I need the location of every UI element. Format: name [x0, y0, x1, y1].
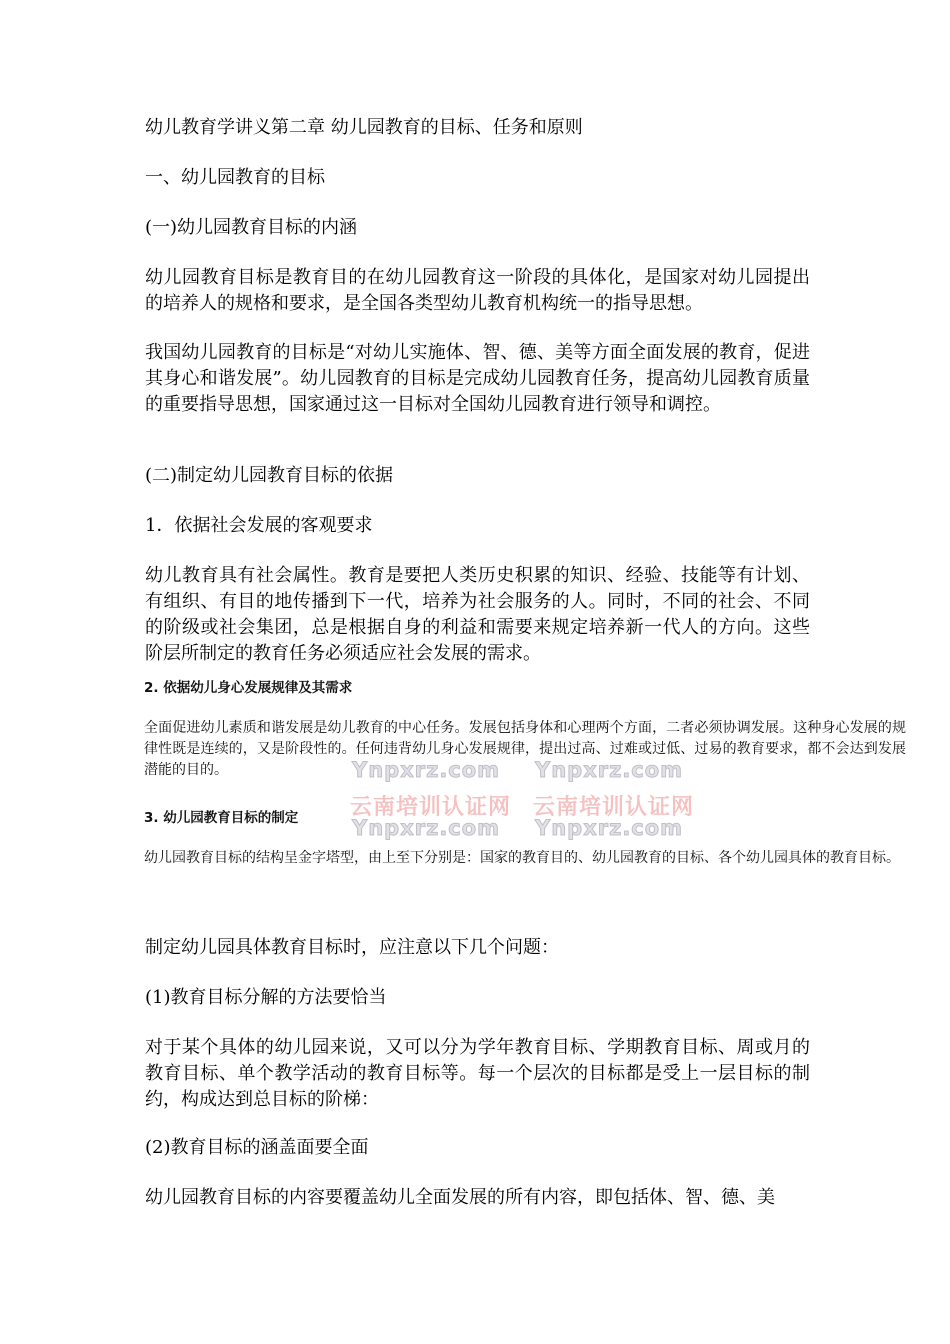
image-paragraph: 全面促进幼儿素质和谐发展是幼儿教育的中心任务。发展包括身体和心理两个方面，二者必须协调发展。这种身心发展的规律性既是连续的，又是阶段性的。任何违背幼儿身心发展规律，提出过高、过难或过低、过易的教育要求，都不会达到发展潜能的目的。 [144, 720, 906, 778]
watermark-text: Ynpxrz.com [535, 758, 684, 782]
watermark-text: Ynpxrz.com [535, 816, 684, 840]
image-item-heading: 3. 幼儿园教育目标的制定 [144, 810, 299, 826]
subsection-heading: (二)制定幼儿园教育目标的依据 [145, 465, 394, 486]
image-paragraph: 幼儿园教育目标的结构呈金字塔型，由上至下分别是：国家的教育目的、幼儿园教育的目标、各个幼儿园具体的教育目标。 [144, 850, 900, 866]
paragraph: 幼儿园教育目标的内容要覆盖幼儿全面发展的所有内容，即包括体、智、德、美 [145, 1187, 775, 1208]
point-heading: (2)教育目标的涵盖面要全面 [145, 1137, 369, 1158]
paragraph: 我国幼儿园教育的目标是“对幼儿实施体、智、德、美等方面全面发展的教育，促进其身心和谐发展”。幼儿园教育的目标是完成幼儿园教育任务，提高幼儿园教育质量的重要指导思想，国家通过这一目标对全国幼儿园教育进行领导和调控。 [145, 342, 810, 415]
watermark-text: Ynpxrz.com [352, 816, 501, 840]
watermark-text: 云南培训认证网 [533, 795, 695, 820]
point-heading: (1)教育目标分解的方法要恰当 [145, 987, 387, 1008]
list-item-heading: 1．依据社会发展的客观要求 [145, 515, 373, 536]
subsection-heading: (一)幼儿园教育目标的内涵 [145, 217, 358, 238]
paragraph: 对于某个具体的幼儿园来说，又可以分为学年教育目标、学期教育目标、周或月的教育目标、单个教学活动的教育目标等。每一个层次的目标都是受上一层目标的制约，构成达到总目标的阶梯： [145, 1037, 810, 1110]
embedded-screenshot-image [140, 670, 910, 900]
image-item-heading: 2. 依据幼儿身心发展规律及其需求 [144, 680, 353, 696]
paragraph: 幼儿园教育目标是教育目的在幼儿园教育这一阶段的具体化，是国家对幼儿园提出的培养人的规格和要求，是全国各类型幼儿教育机构统一的指导思想。 [145, 267, 810, 314]
section-heading: 一、幼儿园教育的目标 [145, 167, 325, 188]
watermark-text: Ynpxrz.com [352, 758, 501, 782]
watermark-text: 云南培训认证网 [350, 795, 512, 820]
paragraph: 幼儿教育具有社会属性。教育是要把人类历史积累的知识、经验、技能等有计划、有组织、有目的地传播到下一代，培养为社会服务的人。同时，不同的社会、不同的阶级或社会集团，总是根据自身的利益和需要来规定培养新一代人的方向。这些阶层所制定的教育任务必须适应社会发展的需求。 [145, 565, 810, 664]
paragraph: 制定幼儿园具体教育目标时，应注意以下几个问题： [145, 937, 559, 958]
document-title: 幼儿教育学讲义第二章 幼儿园教育的目标、任务和原则 [145, 117, 583, 138]
